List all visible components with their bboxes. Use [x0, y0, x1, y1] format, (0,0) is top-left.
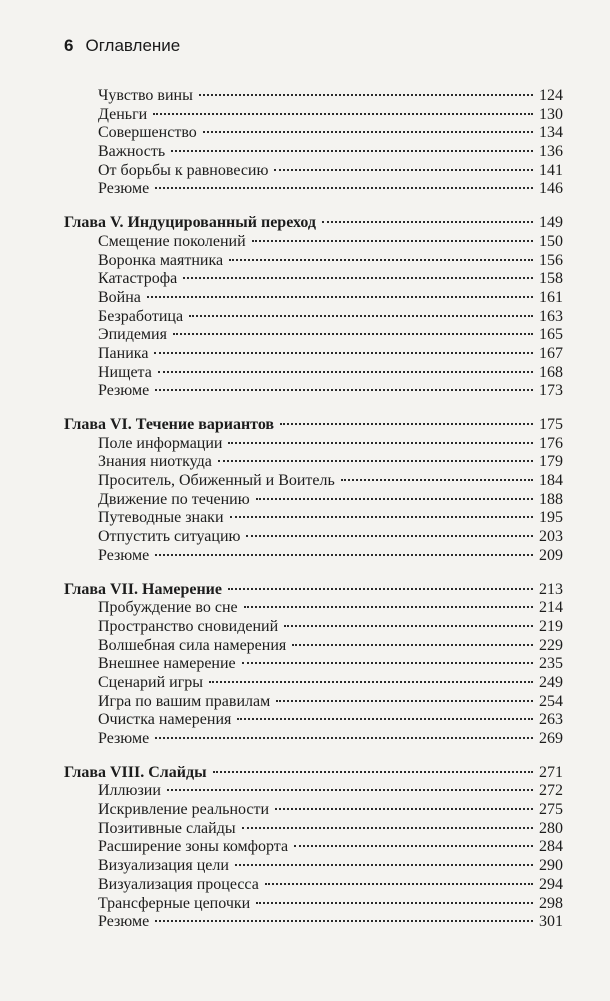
entry-title: Путеводные знаки [98, 509, 224, 527]
chapter-page-number: 213 [539, 580, 563, 598]
section-gap [64, 401, 563, 416]
entry-title: Визуализация процесса [98, 875, 259, 893]
dot-leader [280, 423, 533, 425]
toc-entry [64, 252, 563, 271]
dot-leader [158, 371, 533, 373]
entry-title: Нищета [98, 363, 152, 381]
dot-leader [199, 94, 533, 96]
entry-title: Иллюзии [98, 782, 161, 800]
toc-entry [64, 838, 563, 857]
toc-entry [64, 876, 563, 895]
dot-leader [256, 902, 533, 904]
toc-entry [64, 730, 563, 749]
dot-leader [228, 588, 533, 590]
entry-title: Знания ниоткуда [98, 453, 212, 471]
dot-leader [229, 259, 533, 261]
dot-leader [246, 535, 533, 537]
toc-chapter-heading [64, 214, 563, 233]
toc-entry [64, 655, 563, 674]
toc-entry [64, 472, 563, 491]
dot-leader [171, 150, 533, 152]
dot-leader [244, 606, 533, 608]
toc-entry [64, 162, 563, 181]
chapter-page-number: 271 [539, 763, 563, 781]
dot-leader [155, 554, 533, 556]
entry-title: Паника [98, 344, 149, 362]
dot-leader [256, 498, 533, 500]
dot-leader [155, 737, 533, 739]
dot-leader [183, 277, 533, 279]
entry-page-number: 158 [539, 270, 563, 288]
entry-page-number: 275 [539, 801, 563, 819]
dot-leader [213, 771, 533, 773]
toc-entry [64, 345, 563, 364]
toc-entry [64, 87, 563, 106]
chapter-page-number: 149 [539, 214, 563, 232]
dot-leader [147, 296, 533, 298]
entry-page-number: 184 [539, 472, 563, 490]
entry-title: Трансферные цепочки [98, 894, 251, 912]
entry-page-number: 203 [539, 528, 563, 546]
running-head-title: Оглавление [85, 36, 181, 55]
dot-leader [167, 789, 533, 791]
entry-page-number: 280 [539, 819, 563, 837]
entry-title: От борьбы к равновесию [98, 161, 269, 179]
toc-entry [64, 674, 563, 693]
entry-page-number: 124 [539, 87, 563, 104]
entry-page-number: 235 [539, 655, 563, 673]
entry-page-number: 150 [539, 232, 563, 250]
dot-leader [274, 169, 533, 171]
dot-leader [294, 845, 533, 847]
toc-chapter-heading [64, 581, 563, 600]
dot-leader [228, 442, 533, 444]
entry-title: Пробуждение во сне [98, 599, 238, 617]
entry-page-number: 167 [539, 344, 563, 362]
toc-entry [64, 528, 563, 547]
dot-leader [155, 920, 533, 922]
entry-title: Война [98, 288, 141, 306]
dot-leader [242, 662, 533, 664]
dot-leader [252, 240, 533, 242]
toc-entry [64, 326, 563, 345]
chapter-page-number: 175 [539, 416, 563, 433]
chapter-title: Глава VII. Намерение [64, 580, 222, 598]
dot-leader [173, 333, 533, 335]
entry-title: Важность [98, 143, 166, 161]
entry-page-number: 161 [539, 288, 563, 306]
entry-title: Пространство сновидений [98, 617, 279, 635]
section-gap [64, 749, 563, 764]
entry-page-number: 141 [539, 161, 563, 179]
dot-leader [242, 827, 533, 829]
toc-entry [64, 547, 563, 566]
entry-page-number: 134 [539, 124, 563, 142]
entry-title: Искривление реальности [98, 801, 270, 819]
dot-leader [322, 221, 533, 223]
toc-entry [64, 509, 563, 528]
entry-page-number: 165 [539, 326, 563, 344]
toc-entry [64, 618, 563, 637]
toc-entry [64, 453, 563, 472]
entry-title: Движение по течению [98, 490, 250, 508]
toc-entry [64, 364, 563, 383]
dot-leader [209, 681, 533, 683]
entry-title: Резюме [98, 382, 150, 400]
entry-page-number: 219 [539, 617, 563, 635]
dot-leader [341, 479, 533, 481]
toc-entry [64, 289, 563, 308]
entry-page-number: 168 [539, 363, 563, 381]
toc-entry [64, 637, 563, 656]
entry-page-number: 188 [539, 490, 563, 508]
entry-title: Смещение поколений [98, 232, 246, 250]
dot-leader [189, 315, 533, 317]
toc-entry [64, 106, 563, 125]
entry-title: Проситель, Обиженный и Воитель [98, 472, 335, 490]
entry-title: Деньги [98, 105, 148, 123]
dot-leader [284, 625, 533, 627]
entry-title: Позитивные слайды [98, 819, 236, 837]
dot-leader [275, 808, 533, 810]
dot-leader [237, 718, 533, 720]
toc-entry [64, 711, 563, 730]
entry-title: Поле информации [98, 434, 223, 452]
entry-page-number: 249 [539, 673, 563, 691]
entry-page-number: 290 [539, 857, 563, 875]
dot-leader [230, 516, 533, 518]
dot-leader [154, 352, 533, 354]
toc-entry [64, 270, 563, 289]
toc-entry [64, 382, 563, 401]
entry-page-number: 272 [539, 782, 563, 800]
dot-leader [235, 864, 533, 866]
dot-leader [153, 113, 533, 115]
entry-page-number: 136 [539, 143, 563, 161]
entry-page-number: 163 [539, 307, 563, 325]
entry-title: Безработица [98, 307, 184, 325]
toc-entry [64, 180, 563, 199]
entry-page-number: 284 [539, 838, 563, 856]
entry-page-number: 146 [539, 180, 563, 198]
dot-leader [218, 460, 533, 462]
entry-page-number: 294 [539, 875, 563, 893]
section-gap [64, 566, 563, 581]
entry-page-number: 195 [539, 509, 563, 527]
entry-title: Резюме [98, 546, 150, 564]
entry-title: Резюме [98, 913, 150, 931]
entry-title: Визуализация цели [98, 857, 229, 875]
entry-title: Резюме [98, 180, 150, 198]
entry-page-number: 229 [539, 636, 563, 654]
entry-title: Сценарий игры [98, 673, 203, 691]
entry-title: Внешнее намерение [98, 655, 236, 673]
entry-title: Катастрофа [98, 270, 178, 288]
toc-entry [64, 801, 563, 820]
toc-entry [64, 693, 563, 712]
entry-page-number: 130 [539, 105, 563, 123]
entry-page-number: 263 [539, 711, 563, 729]
entry-page-number: 209 [539, 546, 563, 564]
entry-title: Волшебная сила намерения [98, 636, 287, 654]
dot-leader [276, 700, 533, 702]
entry-page-number: 176 [539, 434, 563, 452]
toc-entry [64, 857, 563, 876]
toc-entry [64, 435, 563, 454]
dot-leader [155, 187, 533, 189]
entry-title: Расширение зоны комфорта [98, 838, 289, 856]
toc-entry [64, 895, 563, 914]
dot-leader [292, 644, 533, 646]
entry-page-number: 254 [539, 692, 563, 710]
toc-entry [64, 599, 563, 618]
entry-title: Резюме [98, 730, 150, 747]
entry-page-number: 269 [539, 730, 563, 747]
toc-chapter-heading [64, 764, 563, 783]
entry-title: Чувство вины [98, 87, 193, 104]
toc-chapter-heading [64, 416, 563, 435]
entry-page-number: 173 [539, 382, 563, 400]
entry-title: Очистка намерения [98, 711, 232, 729]
table-of-contents [64, 87, 563, 932]
chapter-title: Глава VIII. Слайды [64, 763, 207, 781]
chapter-title: Глава V. Индуцированный переход [64, 214, 316, 232]
entry-title: Совершенство [98, 124, 197, 142]
toc-entry [64, 913, 563, 932]
entry-page-number: 156 [539, 251, 563, 269]
page-number: 6 [64, 36, 74, 55]
dot-leader [265, 883, 533, 885]
entry-page-number: 179 [539, 453, 563, 471]
toc-entry [64, 308, 563, 327]
entry-title: Отпустить ситуацию [98, 528, 241, 546]
entry-title: Игра по вашим правилам [98, 692, 271, 710]
dot-leader [203, 131, 533, 133]
entry-page-number: 214 [539, 599, 563, 617]
toc-entry [64, 820, 563, 839]
running-head [64, 36, 180, 56]
entry-page-number: 301 [539, 913, 563, 931]
entry-title: Воронка маятника [98, 251, 224, 269]
toc-entry [64, 782, 563, 801]
entry-title: Эпидемия [98, 326, 167, 344]
toc-entry [64, 143, 563, 162]
toc-entry [64, 491, 563, 510]
section-gap [64, 199, 563, 214]
entry-page-number: 298 [539, 894, 563, 912]
toc-entry [64, 124, 563, 143]
toc-entry [64, 233, 563, 252]
dot-leader [155, 389, 533, 391]
chapter-title: Глава VI. Течение вариантов [64, 416, 275, 433]
